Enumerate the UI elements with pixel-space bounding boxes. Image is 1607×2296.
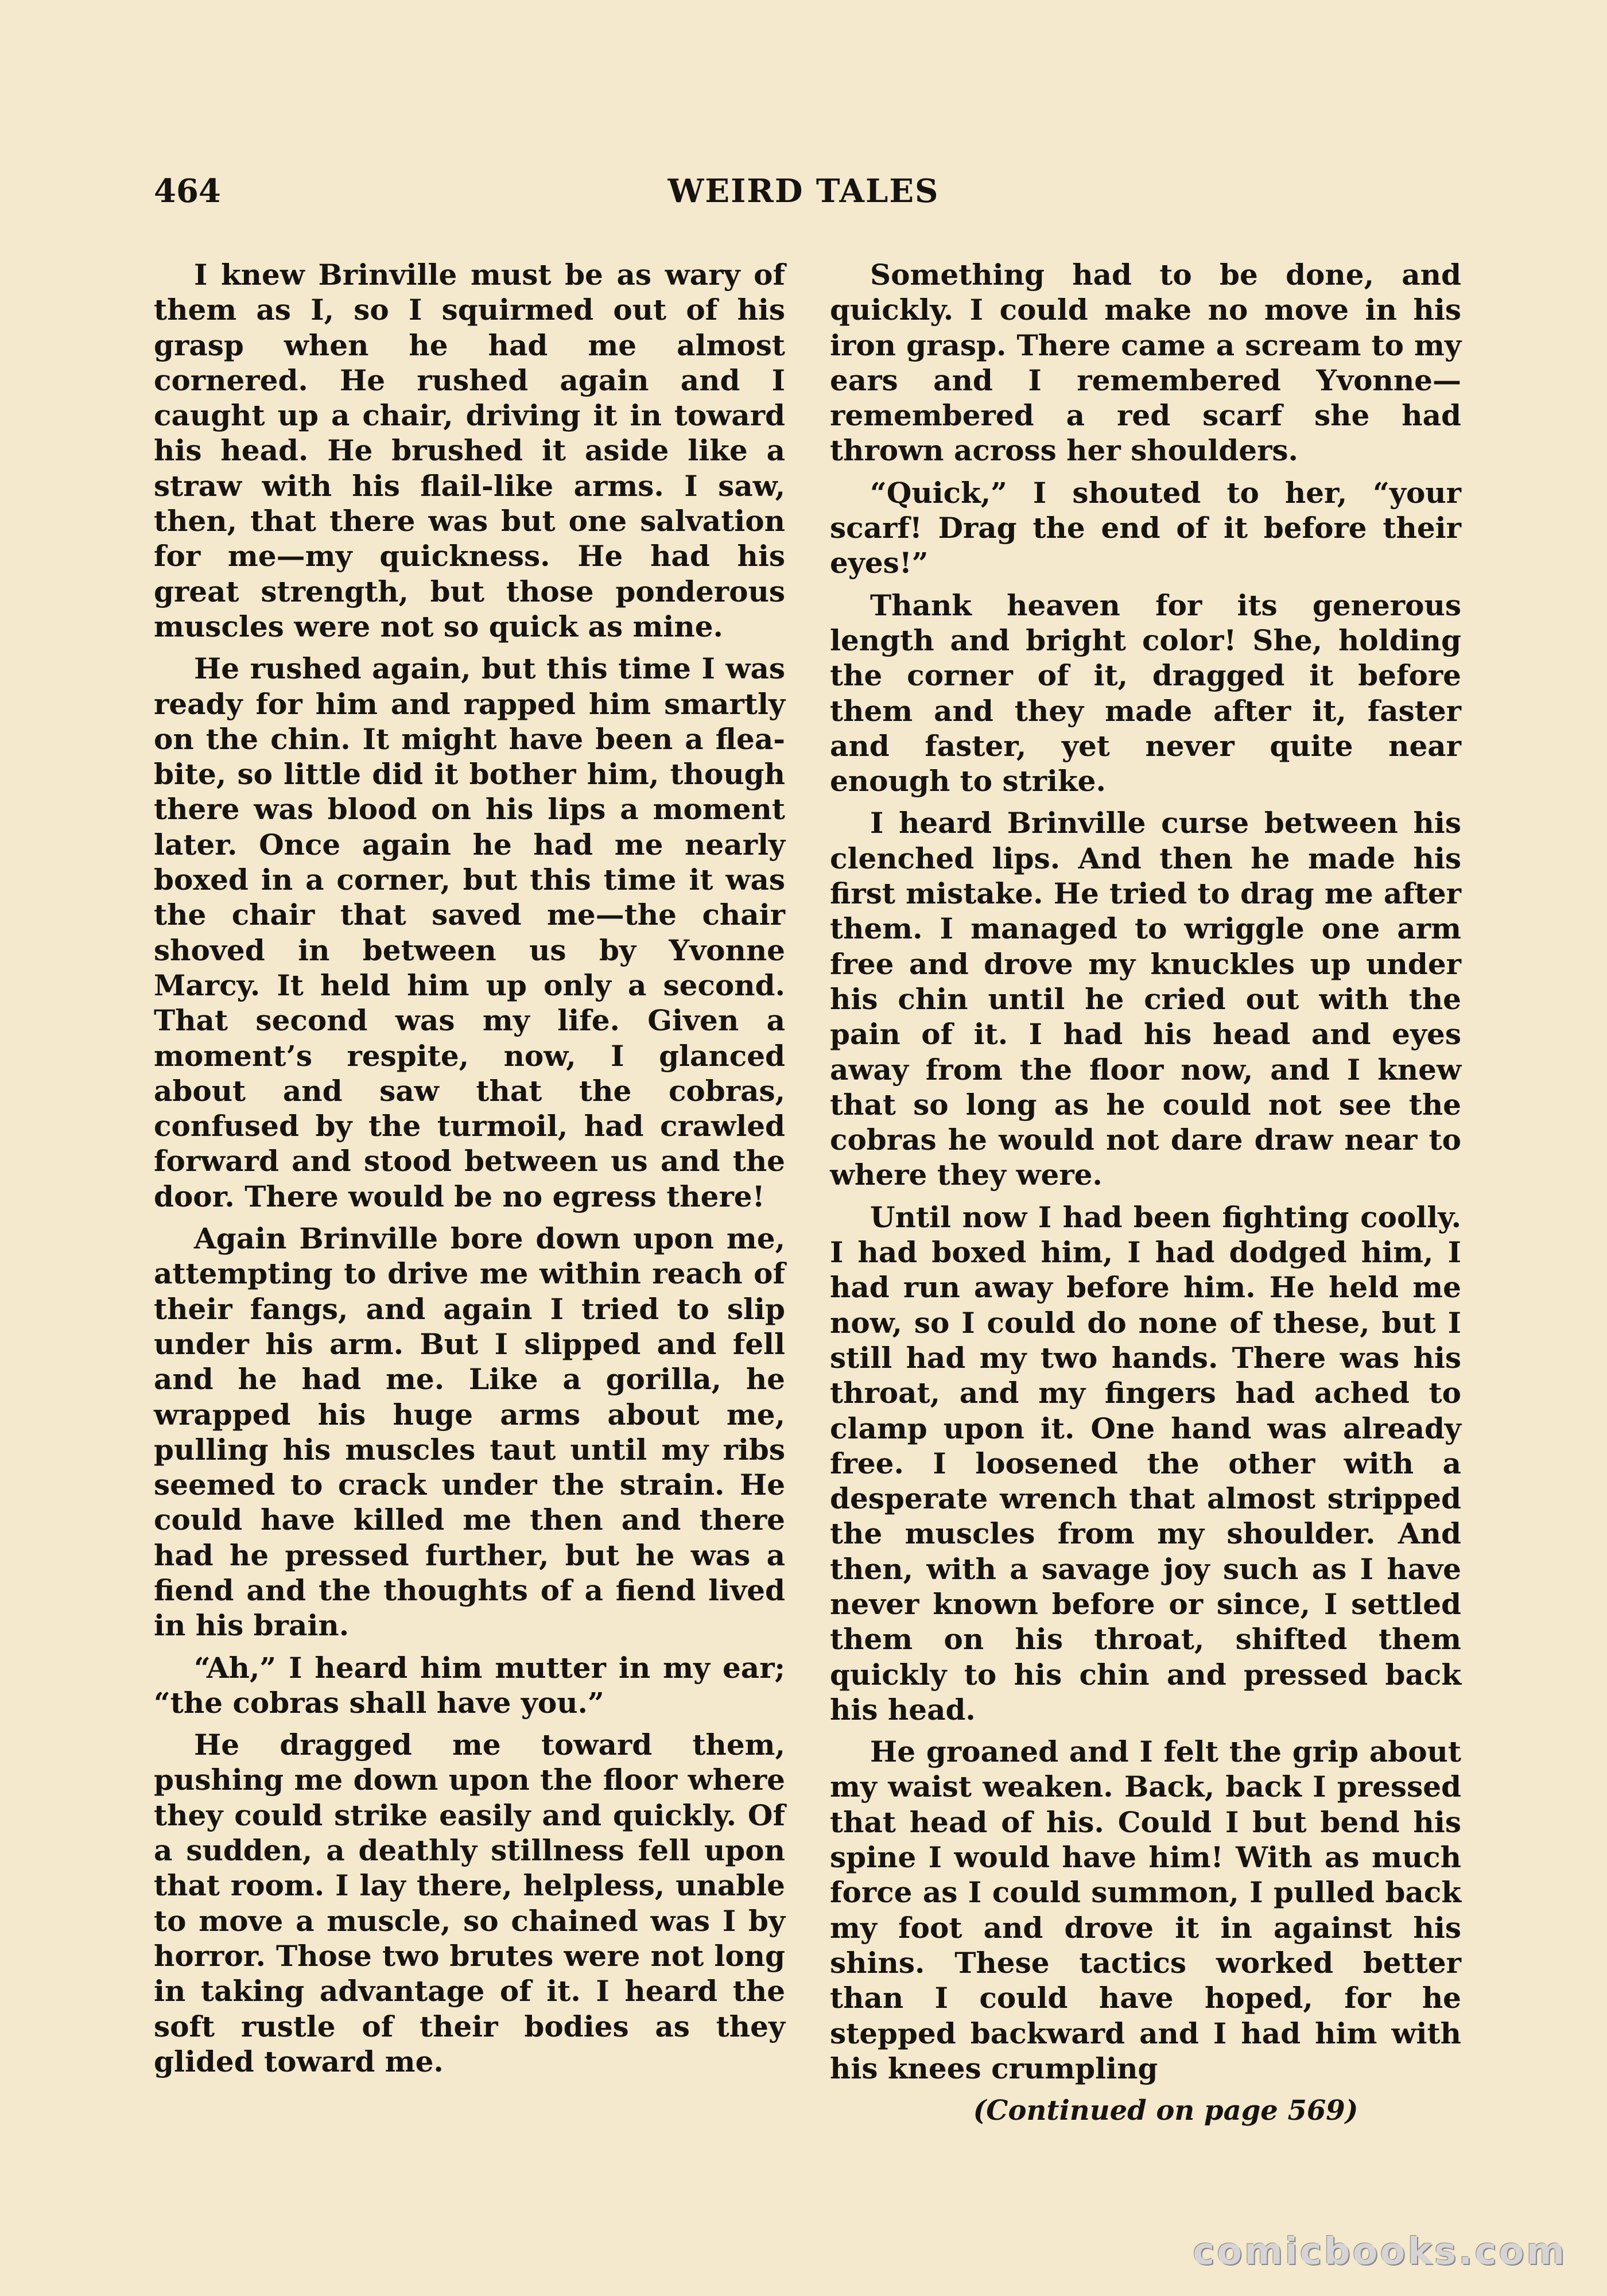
paragraph: I heard Brinville curse between his clenched lips. And then he made his first mistake. He tried to drag me after them. I managed to wriggle one arm free and drove my knuckles up under his chin until he cried out with the pain of it. I had his head and eyes away from the floor now, and I knew that so long as he could not see the cobras he would not dare draw near to where they were. bbox=[830, 806, 1461, 1192]
continued-note: (Continued on page 569) bbox=[973, 2095, 1358, 2127]
paragraph: “Quick,” I shouted to her, “your scarf! Drag the end of it before their eyes!” bbox=[830, 475, 1461, 580]
left-column bbox=[154, 257, 785, 2086]
paragraph: He dragged me toward them, pushing me down upon the floor where they could strike easily and quickly. Of a sudden, a deathly stillness fell upon that room. I lay there, helpless, unable to move a muscle, so chained was I by horror. Those two brutes were not long in taking advantage of it. I heard the soft rustle of their bodies as they glided toward me. bbox=[154, 1728, 785, 2078]
paragraph: Something had to be done, and quickly. I could make no move in his iron grasp. There came a scream to my ears and I remembered Yvonne—remembered a red scarf she had thrown across her shoulders. bbox=[830, 258, 1461, 468]
page-number: 464 bbox=[154, 172, 221, 210]
paragraph: Until now I had been fighting coolly. I had boxed him, I had dodged him, I had run away before him. He held me now, so I could do none of these, but I still had my two hands. There was his throat, and my fingers had ached to clamp upon it. One hand was already free. I loosened the other with a desperate wrench that almost stripped the muscles from my shoulder. And then, with a savage joy such as I have never known before or since, I settled them on his throat, shifted them quickly to his chin and pressed back his head. bbox=[830, 1200, 1461, 1727]
paragraph: Again Brinville bore down upon me, attempting to drive me within reach of their fangs, and again I tried to slip under his arm. But I slipped and fell and he had me. Like a gorilla, he wrapped his huge arms about me, pulling his muscles taut until my ribs seemed to crack under the strain. He could have killed me then and there had he pressed further, but he was a fiend and the thoughts of a fiend lived in his brain. bbox=[154, 1221, 785, 1643]
watermark: comicbooks.com bbox=[1193, 2231, 1567, 2273]
paragraph: I knew Brinville must be as wary of them as I, so I squirmed out of his grasp when he had me almost cornered. He rushed again and I caught up a chair, driving it in toward his head. He brushed it aside like a straw with his flail-like arms. I saw, then, that there was but one salvation for me—my quickness. He had his great strength, but those ponderous muscles were not so quick as mine. bbox=[154, 258, 785, 643]
paragraph: He groaned and I felt the grip about my waist weaken. Back, back I pressed that head of his. Could I but bend his spine I would have him! With as much force as I could summon, I pulled back my foot and drove it in against his shins. These tactics worked better than I could have hoped, for he stepped backward and I had him with his knees crumpling bbox=[830, 1735, 1461, 2085]
right-column bbox=[830, 257, 1461, 2135]
paragraph: Thank heaven for its generous length and bright color! She, holding the corner of it, dragged it before them and they made after it, faster and faster, yet never quite near enough to strike. bbox=[830, 588, 1461, 798]
running-head: WEIRD TALES bbox=[667, 172, 940, 210]
paragraph: He rushed again, but this time I was ready for him and rapped him smartly on the chin. It might have been a flea-bite, so little did it bother him, though there was blood on his lips a moment later. Once again he had me nearly boxed in a corner, but this time it was the chair that saved me—the chair shoved in between us by Yvonne Marcy. It held him up only a second. That second was my life. Given a moment’s respite, now, I glanced about and saw that the cobras, confused by the turmoil, had crawled forward and stood between us and the door. There would be no egress there! bbox=[154, 651, 785, 1213]
paragraph: “Ah,” I heard him mutter in my ear; “the cobras shall have you.” bbox=[154, 1650, 785, 1720]
